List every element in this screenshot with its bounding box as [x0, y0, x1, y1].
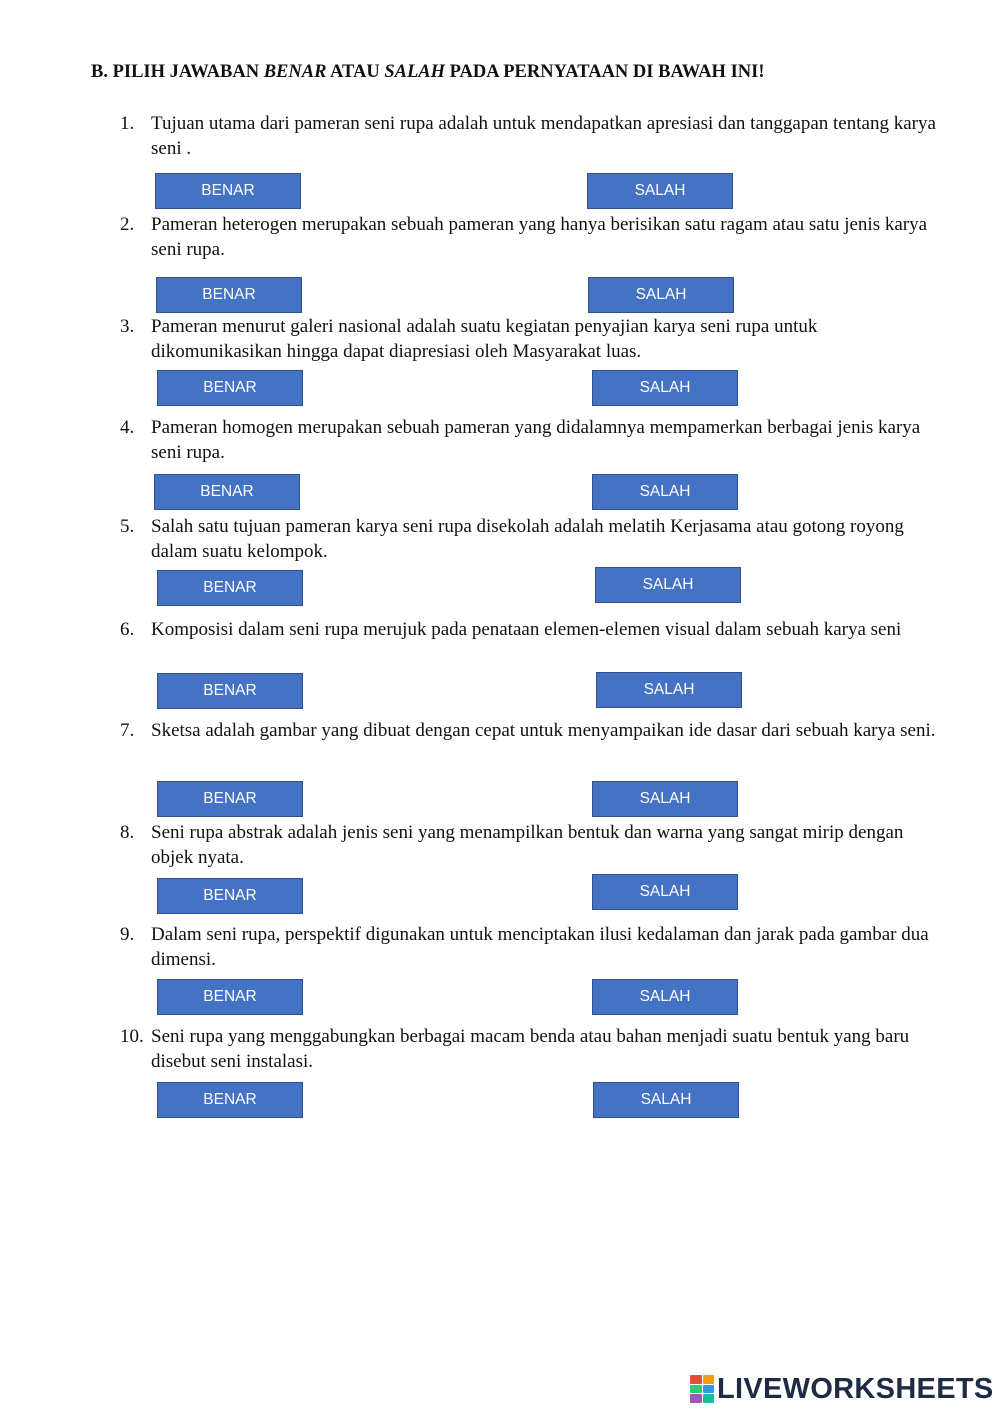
page-heading — [91, 62, 765, 83]
benar-button-8[interactable]: BENAR — [157, 878, 303, 914]
liveworksheets-icon — [690, 1375, 714, 1403]
logo-block — [703, 1375, 715, 1384]
logo-block — [703, 1385, 715, 1394]
logo-block — [690, 1394, 702, 1403]
question-text: Dalam seni rupa, perspektif digunakan untuk menciptakan ilusi kedalaman dan jarak pada gambar dua dimensi. — [151, 924, 929, 970]
benar-button-4[interactable]: BENAR — [154, 474, 300, 510]
heading-suffix: PADA PERNYATAAN DI BAWAH INI! — [445, 62, 765, 82]
question-number: 1. — [120, 113, 135, 134]
benar-button-9[interactable]: BENAR — [157, 979, 303, 1015]
question-number: 10. — [120, 1026, 144, 1047]
question-text: Pameran homogen merupakan sebuah pameran yang didalamnya mempamerkan berbagai jenis karya seni rupa. — [151, 417, 921, 463]
benar-button-5[interactable]: BENAR — [157, 570, 303, 606]
salah-button-2[interactable]: SALAH — [588, 277, 734, 313]
benar-button-2[interactable]: BENAR — [156, 277, 302, 313]
question-number: 2. — [120, 214, 135, 235]
heading-atau: ATAU — [326, 62, 385, 82]
heading-prefix: B. PILIH JAWABAN — [91, 62, 264, 82]
heading-salah: SALAH — [384, 62, 445, 82]
logo-block — [690, 1375, 702, 1384]
question-text: Tujuan utama dari pameran seni rupa adalah untuk mendapatkan apresiasi dan tanggapan tentang karya seni . — [151, 113, 936, 159]
heading-benar: BENAR — [263, 62, 327, 82]
question-text: Pameran heterogen merupakan sebuah pameran yang hanya berisikan satu ragam atau satu jenis karya seni rupa. — [151, 214, 928, 260]
question-number: 9. — [120, 924, 135, 945]
salah-button-7[interactable]: SALAH — [592, 781, 738, 817]
question-text: Komposisi dalam seni rupa merujuk pada penataan elemen-elemen visual dalam sebuah karya seni — [151, 619, 902, 640]
question-number: 7. — [120, 720, 135, 741]
benar-button-6[interactable]: BENAR — [157, 673, 303, 709]
salah-button-9[interactable]: SALAH — [592, 979, 738, 1015]
salah-button-4[interactable]: SALAH — [592, 474, 738, 510]
question-number: 5. — [120, 516, 135, 537]
question-number: 8. — [120, 822, 135, 843]
logo-block — [703, 1394, 715, 1403]
benar-button-3[interactable]: BENAR — [157, 370, 303, 406]
question-text: Salah satu tujuan pameran karya seni rupa disekolah adalah melatih Kerjasama atau gotong royong dalam suatu kelompok. — [151, 516, 904, 562]
question-text: Pameran menurut galeri nasional adalah suatu kegiatan penyajian karya seni rupa untuk dikomunikasikan hingga dapat diapresiasi oleh Masyarakat luas. — [151, 316, 818, 362]
question-number: 6. — [120, 619, 135, 640]
liveworksheets-wordmark: LIVEWORKSHEETS — [717, 1372, 994, 1405]
salah-button-6[interactable]: SALAH — [596, 672, 742, 708]
question-text: Seni rupa abstrak adalah jenis seni yang menampilkan bentuk dan warna yang sangat mirip dengan objek nyata. — [151, 822, 904, 868]
salah-button-10[interactable]: SALAH — [593, 1082, 739, 1118]
liveworksheets-logo — [690, 1372, 994, 1406]
question-text: Seni rupa yang menggabungkan berbagai macam benda atau bahan menjadi suatu bentuk yang baru disebut seni instalasi. — [151, 1026, 910, 1072]
benar-button-7[interactable]: BENAR — [157, 781, 303, 817]
logo-block — [690, 1385, 702, 1394]
question-text: Sketsa adalah gambar yang dibuat dengan cepat untuk menyampaikan ide dasar dari sebuah karya seni. — [151, 720, 936, 741]
salah-button-1[interactable]: SALAH — [587, 173, 733, 209]
benar-button-1[interactable]: BENAR — [155, 173, 301, 209]
benar-button-10[interactable]: BENAR — [157, 1082, 303, 1118]
question-number: 3. — [120, 316, 135, 337]
salah-button-3[interactable]: SALAH — [592, 370, 738, 406]
salah-button-5[interactable]: SALAH — [595, 567, 741, 603]
question-number: 4. — [120, 417, 135, 438]
salah-button-8[interactable]: SALAH — [592, 874, 738, 910]
